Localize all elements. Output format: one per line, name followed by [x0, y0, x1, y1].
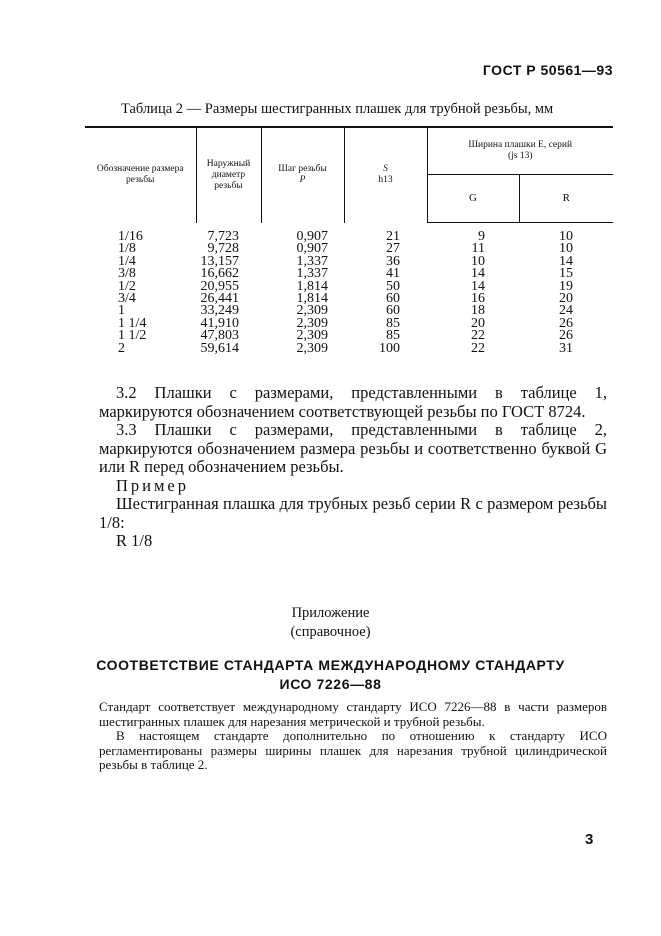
pitch-symbol: P	[299, 175, 306, 186]
section-3-text	[99, 384, 607, 551]
col-series-g-header: G	[427, 175, 519, 223]
col-diameter-header: Наружный диаметр резьбы	[196, 127, 261, 223]
cell-r: 19	[559, 278, 573, 294]
cell-designation: 2	[118, 340, 125, 356]
cell-g: 20	[471, 315, 485, 331]
cell-r: 20	[559, 291, 573, 307]
paragraph-3-3: 3.3 Плашки с размерами, представленными в таблице 2, маркируются обозначением размера резьбы и соответственно буквой G или R перед обозначением резьбы.	[99, 420, 607, 476]
col-width-header	[427, 127, 613, 175]
cell-designation: 3/8	[118, 266, 136, 282]
appendix-subtitle: (справочное)	[290, 624, 371, 640]
cell-diameter: 13,157	[200, 253, 239, 269]
cell-designation: 1	[118, 303, 125, 319]
table-row	[85, 293, 613, 305]
cell-r: 14	[559, 253, 573, 269]
cell-designation: 1 1/2	[118, 328, 147, 344]
cell-pitch: 0,907	[296, 228, 328, 244]
document-id: ГОСТ Р 50561—93	[482, 62, 613, 78]
appendix-heading	[0, 656, 661, 694]
cell-diameter: 7,723	[207, 228, 239, 244]
cell-pitch: 1,337	[296, 253, 328, 269]
appendix-body	[99, 700, 607, 773]
example-text: Шестигранная плашка для трубных резьб серии R с размером резьбы 1/8:	[99, 494, 607, 532]
cell-designation: 1/16	[118, 228, 143, 244]
cell-g: 22	[471, 340, 485, 356]
cell-designation: 1/2	[118, 278, 136, 294]
cell-pitch: 2,309	[296, 315, 328, 331]
cell-diameter: 41,910	[200, 315, 239, 331]
thread-dies-table	[85, 126, 613, 355]
cell-g: 18	[471, 303, 485, 319]
table-row	[85, 223, 613, 244]
cell-designation: 3/4	[118, 291, 136, 307]
col-designation-header: Обозначение размера резьбы	[85, 127, 196, 223]
cell-pitch: 1,337	[296, 266, 328, 282]
cell-g: 11	[471, 241, 485, 257]
cell-r: 26	[559, 315, 573, 331]
cell-g: 16	[471, 291, 485, 307]
cell-s: 27	[386, 241, 400, 257]
table-row	[85, 330, 613, 342]
cell-designation: 1/4	[118, 253, 136, 269]
width-tolerance: (js 13)	[507, 151, 533, 161]
cell-s: 85	[386, 328, 400, 344]
s-tolerance: h13	[378, 175, 393, 186]
s-symbol: S	[383, 164, 388, 175]
cell-pitch: 0,907	[296, 241, 328, 257]
cell-g: 14	[471, 266, 485, 282]
cell-diameter: 59,614	[200, 340, 239, 356]
table-row	[85, 256, 613, 268]
cell-g: 9	[478, 229, 485, 244]
cell-pitch: 1,814	[296, 291, 328, 307]
cell-diameter: 9,728	[207, 241, 239, 257]
cell-s: 41	[386, 266, 400, 282]
table-row	[85, 305, 613, 317]
cell-diameter: 47,803	[200, 328, 239, 344]
table-row	[85, 343, 613, 355]
cell-diameter: 20,955	[200, 278, 239, 294]
cell-g: 10	[471, 253, 485, 269]
cell-s: 36	[386, 253, 400, 269]
cell-r: 26	[559, 328, 573, 344]
appendix-text-2: В настоящем стандарте дополнительно по отношению к стандарту ИСО регламентированы размеры ширины плашек для нарезания трубной цилиндрической резьбы в таблице 2.	[99, 728, 607, 772]
cell-r: 15	[559, 266, 573, 282]
table-row	[85, 268, 613, 280]
table-row	[85, 281, 613, 293]
cell-r: 10	[559, 241, 573, 257]
appendix-heading-line1: СООТВЕТСТВИЕ СТАНДАРТА МЕЖДУНАРОДНОМУ СТАНДАРТУ	[96, 657, 565, 673]
cell-g: 22	[471, 328, 485, 344]
cell-s: 100	[379, 340, 400, 356]
page-number: 3	[585, 831, 594, 848]
example-code: R 1/8	[116, 531, 153, 550]
cell-pitch: 2,309	[296, 340, 328, 356]
cell-s: 85	[386, 315, 400, 331]
cell-r: 31	[559, 340, 573, 356]
cell-diameter: 16,662	[200, 266, 239, 282]
table-row	[85, 243, 613, 255]
cell-diameter: 33,249	[200, 303, 239, 319]
col-s-header	[344, 127, 427, 223]
col-series-r-header: R	[519, 175, 613, 223]
cell-designation: 1/8	[118, 241, 136, 257]
paragraph-3-2: 3.2 Плашки с размерами, представленными в таблице 1, маркируются обозначением соответствующей резьбы по ГОСТ 8724.	[99, 383, 607, 421]
cell-s: 50	[386, 278, 400, 294]
width-label: Ширина плашки E, серий	[468, 140, 573, 150]
appendix-title: Приложение	[291, 605, 370, 621]
appendix-heading-line2: ИСО 7226—88	[279, 676, 382, 692]
cell-pitch: 2,309	[296, 328, 328, 344]
cell-r: 10	[559, 229, 573, 244]
cell-s: 60	[386, 303, 400, 319]
cell-pitch: 1,814	[296, 278, 328, 294]
example-label: Пример	[116, 475, 190, 495]
col-pitch-header	[261, 127, 344, 223]
pitch-label: Шаг резьбы	[278, 164, 327, 175]
cell-s: 21	[386, 228, 400, 244]
cell-s: 60	[386, 291, 400, 307]
cell-diameter: 26,441	[200, 291, 239, 307]
cell-r: 24	[559, 303, 573, 319]
cell-designation: 1 1/4	[118, 315, 147, 331]
cell-pitch: 2,309	[296, 303, 328, 319]
appendix-text-1: Стандарт соответствует международному стандарту ИСО 7226—88 в части размеров шестигранных плашек для нарезания метрической и трубной резьбы.	[99, 699, 607, 729]
table-row	[85, 318, 613, 330]
cell-g: 14	[471, 278, 485, 294]
table-caption: Таблица 2 — Размеры шестигранных плашек для трубной резьбы, мм	[121, 101, 554, 117]
